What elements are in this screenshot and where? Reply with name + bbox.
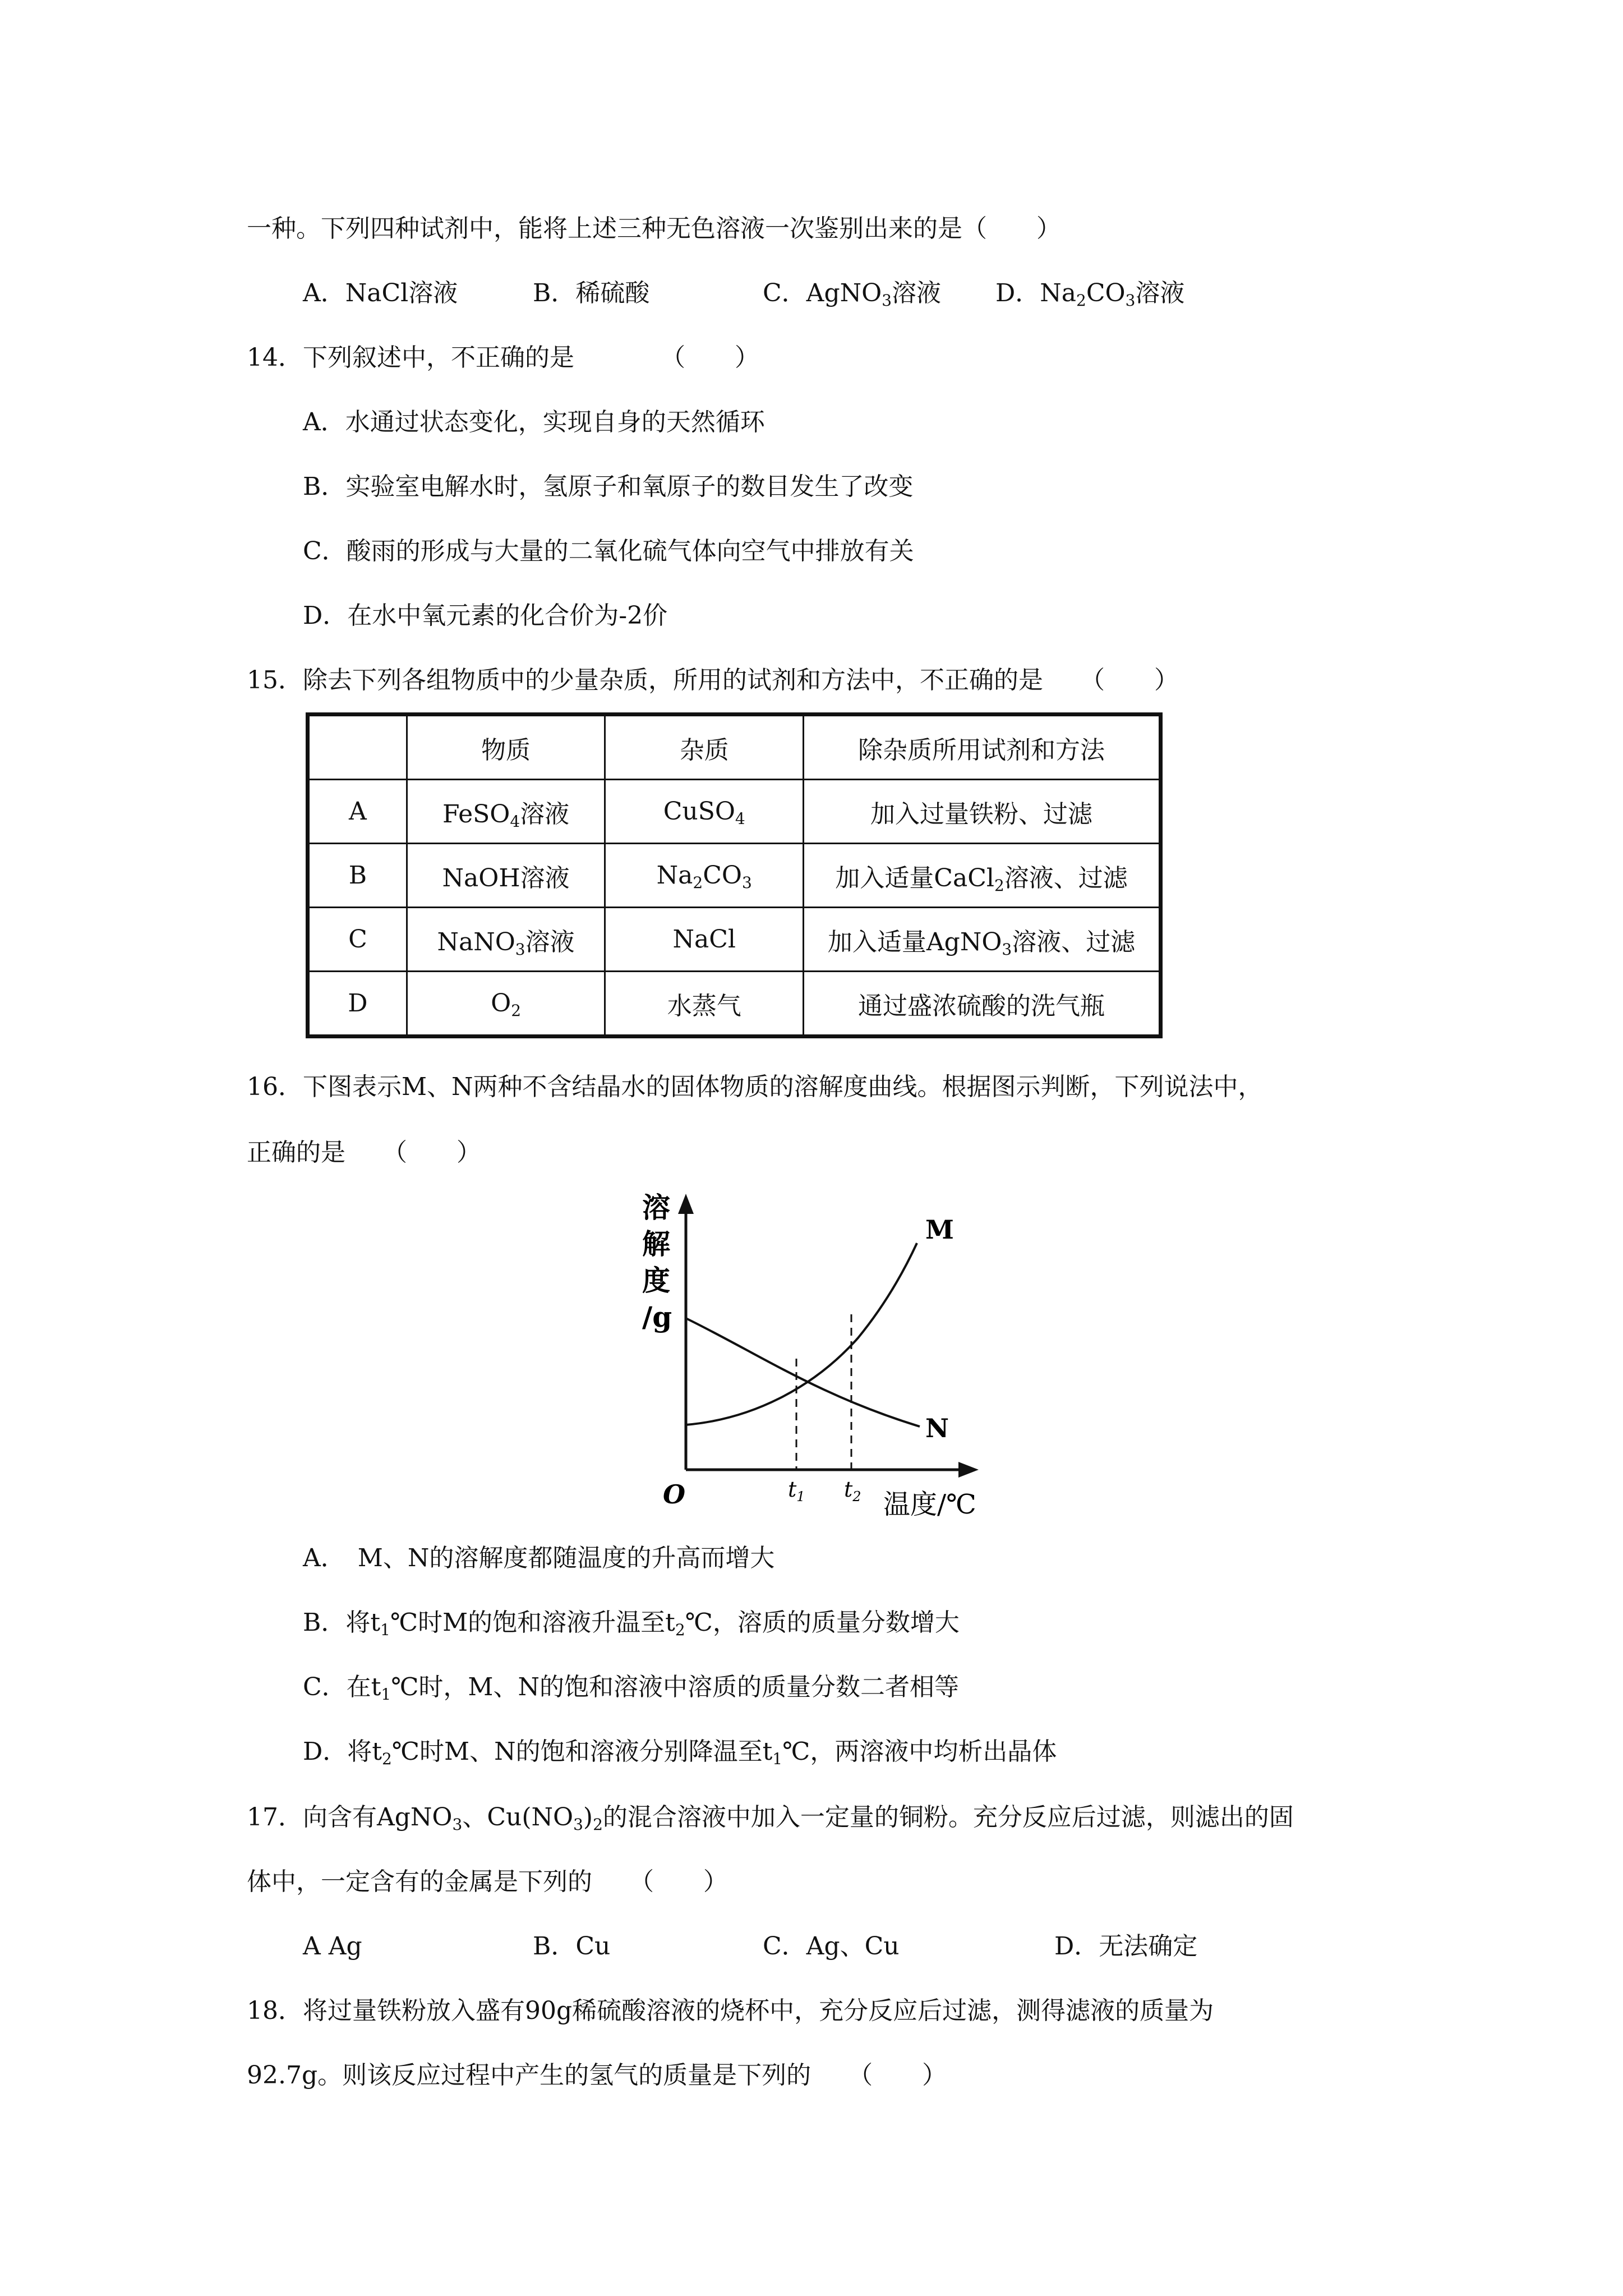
q14-option-a: A．水通过状态变化，实现自身的天然循环	[303, 408, 765, 436]
method-cell: 加入过量铁粉、过滤	[804, 780, 1161, 844]
q18-stem-line1: 18．将过量铁粉放入盛有90g稀硫酸溶液的烧杯中，充分反应后过滤，测得滤液的质量为	[247, 1996, 1214, 2025]
q17-stem-line2: 体中，一定含有的金属是下列的 （ ）	[247, 1867, 728, 1896]
q16-option-d: D．将$t_2℃$时M、N的饱和溶液分别降温至$t_1℃$，两溶液中均析出晶体	[303, 1737, 1057, 1768]
impurity-cell: NaCl	[605, 908, 804, 972]
table-header-blank	[308, 715, 407, 780]
method-cell: 通过盛浓硫酸的洗气瓶	[804, 972, 1161, 1037]
row-label: C	[308, 908, 407, 972]
q14-stem: 14．下列叙述中，不正确的是 （ ）	[247, 343, 759, 372]
method-cell: 加入适量AgNO$_3$溶液、过滤	[804, 908, 1161, 972]
substance-cell: $O_2$	[407, 972, 605, 1037]
curve-m-label: M	[925, 1214, 954, 1245]
table-header-method: 除杂质所用试剂和方法	[804, 715, 1161, 780]
q15-stem: 15．除去下列各组物质中的少量杂质，所用的试剂和方法中，不正确的是 （ ）	[247, 666, 1179, 694]
impurity-cell: $Na_2CO_3$	[605, 844, 804, 908]
row-label: B	[308, 844, 407, 908]
q16-stem-line2: 正确的是 （ ）	[247, 1138, 481, 1167]
substance-cell: NaOH溶液	[407, 844, 605, 908]
q16-option-b: B．将$t_1℃$时M的饱和溶液升温至$t_2℃$，溶质的质量分数增大	[303, 1608, 960, 1639]
table-row	[308, 844, 1161, 908]
q13-option-b: B．稀硫酸	[533, 279, 650, 307]
origin-label: O	[663, 1479, 686, 1510]
q17-stem-line1: 17．向含有AgNO$_3$、$Cu(NO_3)_2$的混合溶液中加入一定量的铜粉。充分反应后过滤，则滤出的固	[247, 1803, 1294, 1834]
x-axis-arrow	[958, 1462, 979, 1478]
q17-option-d: D．无法确定	[1054, 1932, 1198, 1961]
table-header-impurity: 杂质	[605, 715, 804, 780]
y-axis-label-1: 溶	[642, 1191, 670, 1224]
t1-label: $t_1$	[788, 1477, 805, 1504]
x-axis-label: 温度/℃	[883, 1489, 976, 1520]
table-row	[308, 972, 1161, 1037]
q14-option-d: D．在水中氧元素的化合价为-2价	[303, 601, 668, 630]
q13-option-a: A．NaCl溶液	[303, 279, 458, 307]
substance-cell: NaNO$_3$溶液	[407, 908, 605, 972]
q17-option-c: C．Ag、Cu	[763, 1932, 900, 1961]
curve-n	[686, 1318, 920, 1427]
solubility-curve-figure	[628, 1178, 1032, 1526]
method-cell: 加入适量CaCl$_2$溶液、过滤	[804, 844, 1161, 908]
y-axis-label-3: 度	[642, 1264, 670, 1297]
impurity-cell: CuSO$_4$	[605, 780, 804, 844]
table-row	[308, 780, 1161, 844]
y-axis-label-2: 解	[642, 1227, 670, 1260]
q14-option-b: B．实验室电解水时，氢原子和氧原子的数目发生了改变	[303, 472, 914, 501]
y-axis-label-4: /g	[642, 1300, 672, 1333]
table-header-row	[308, 715, 1161, 780]
substance-cell: FeSO$_4$溶液	[407, 780, 605, 844]
q18-stem-line2: 92.7g。则该反应过程中产生的氢气的质量是下列的 （ ）	[247, 2061, 947, 2090]
curve-n-label: N	[925, 1413, 949, 1443]
q15-table	[306, 712, 1163, 1038]
impurity-cell: 水蒸气	[605, 972, 804, 1037]
q17-option-a: A Ag	[303, 1932, 362, 1961]
table-header-substance: 物质	[407, 715, 605, 780]
q16-option-c: C．在$t_1℃$时，M、N的饱和溶液中溶质的质量分数二者相等	[303, 1673, 959, 1704]
table-row	[308, 908, 1161, 972]
q13-option-c: C．AgNO$_3$溶液	[763, 279, 942, 310]
q13-option-d: D．$Na_2CO_3$溶液	[995, 279, 1185, 310]
row-label: D	[308, 972, 407, 1037]
t2-label: $t_2$	[844, 1477, 861, 1504]
curve-m	[686, 1243, 917, 1425]
y-axis-arrow	[678, 1194, 694, 1214]
row-label: A	[308, 780, 407, 844]
q16-stem-line1: 16．下图表示M、N两种不含结晶水的固体物质的溶解度曲线。根据图示判断，下列说法中，	[247, 1073, 1263, 1101]
q14-option-c: C．酸雨的形成与大量的二氧化硫气体向空气中排放有关	[303, 537, 914, 565]
q16-option-a: A． M、N的溶解度都随温度的升高而增大	[303, 1544, 775, 1572]
q17-option-b: B．Cu	[533, 1932, 611, 1961]
q13-stem-continuation: 一种。下列四种试剂中，能将上述三种无色溶液一次鉴别出来的是（ ）	[247, 214, 1061, 243]
